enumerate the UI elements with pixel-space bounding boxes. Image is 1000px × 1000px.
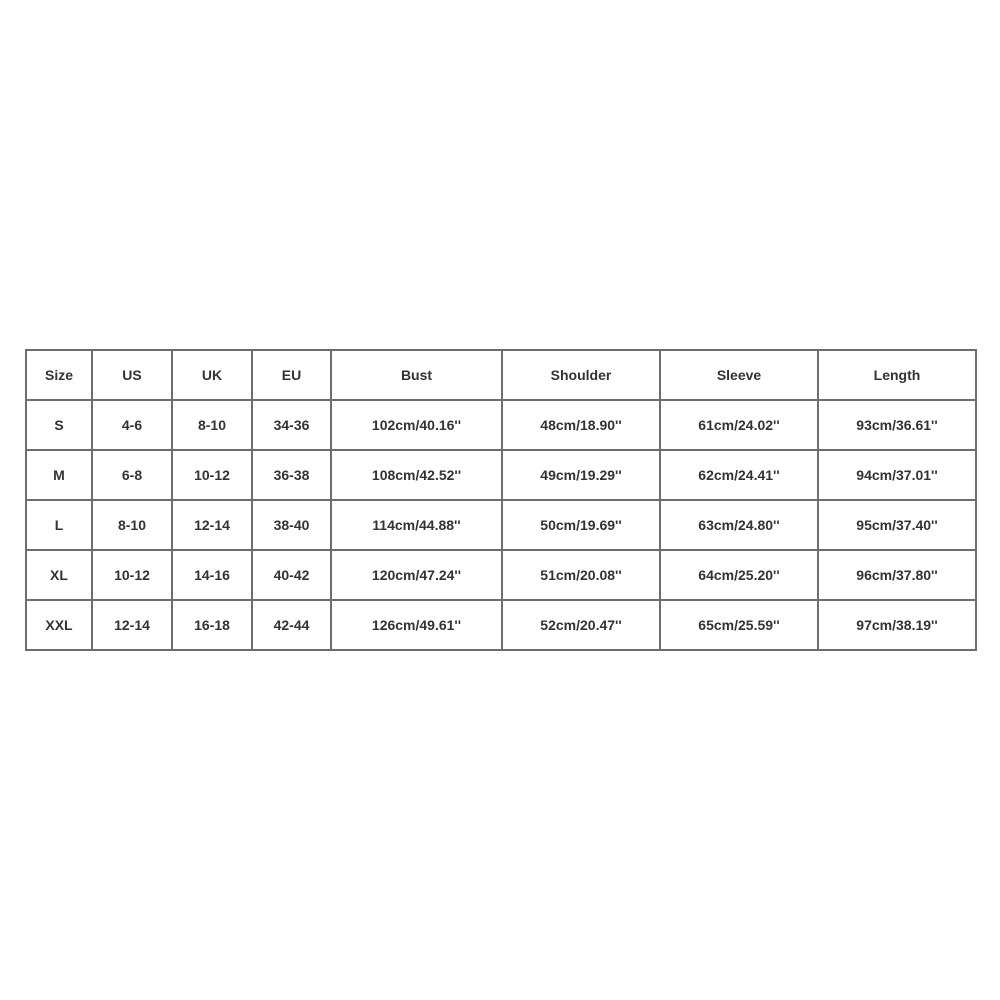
cell-length: 94cm/37.01'' (818, 450, 976, 500)
cell-uk: 14-16 (172, 550, 252, 600)
cell-sleeve: 64cm/25.20'' (660, 550, 818, 600)
table-header-row (26, 350, 976, 400)
cell-bust: 102cm/40.16'' (331, 400, 502, 450)
cell-sleeve: 63cm/24.80'' (660, 500, 818, 550)
header-uk: UK (172, 350, 252, 400)
cell-shoulder: 51cm/20.08'' (502, 550, 660, 600)
cell-size: XL (26, 550, 92, 600)
cell-shoulder: 48cm/18.90'' (502, 400, 660, 450)
table-row (26, 450, 976, 500)
cell-sleeve: 61cm/24.02'' (660, 400, 818, 450)
cell-uk: 8-10 (172, 400, 252, 450)
cell-size: XXL (26, 600, 92, 650)
table-row (26, 500, 976, 550)
table-row (26, 400, 976, 450)
cell-eu: 40-42 (252, 550, 331, 600)
cell-us: 12-14 (92, 600, 172, 650)
cell-bust: 120cm/47.24'' (331, 550, 502, 600)
cell-eu: 42-44 (252, 600, 331, 650)
cell-us: 6-8 (92, 450, 172, 500)
cell-uk: 10-12 (172, 450, 252, 500)
cell-us: 8-10 (92, 500, 172, 550)
header-size: Size (26, 350, 92, 400)
cell-us: 10-12 (92, 550, 172, 600)
cell-shoulder: 52cm/20.47'' (502, 600, 660, 650)
header-shoulder: Shoulder (502, 350, 660, 400)
cell-length: 95cm/37.40'' (818, 500, 976, 550)
cell-sleeve: 62cm/24.41'' (660, 450, 818, 500)
cell-uk: 12-14 (172, 500, 252, 550)
table-row (26, 600, 976, 650)
header-sleeve: Sleeve (660, 350, 818, 400)
cell-eu: 36-38 (252, 450, 331, 500)
header-bust: Bust (331, 350, 502, 400)
cell-sleeve: 65cm/25.59'' (660, 600, 818, 650)
cell-us: 4-6 (92, 400, 172, 450)
size-chart-table (25, 349, 977, 651)
header-us: US (92, 350, 172, 400)
cell-shoulder: 50cm/19.69'' (502, 500, 660, 550)
header-length: Length (818, 350, 976, 400)
cell-bust: 126cm/49.61'' (331, 600, 502, 650)
cell-length: 93cm/36.61'' (818, 400, 976, 450)
cell-bust: 114cm/44.88'' (331, 500, 502, 550)
table-row (26, 550, 976, 600)
cell-size: M (26, 450, 92, 500)
cell-length: 96cm/37.80'' (818, 550, 976, 600)
cell-uk: 16-18 (172, 600, 252, 650)
header-eu: EU (252, 350, 331, 400)
cell-eu: 38-40 (252, 500, 331, 550)
cell-eu: 34-36 (252, 400, 331, 450)
cell-size: S (26, 400, 92, 450)
cell-length: 97cm/38.19'' (818, 600, 976, 650)
cell-size: L (26, 500, 92, 550)
cell-shoulder: 49cm/19.29'' (502, 450, 660, 500)
cell-bust: 108cm/42.52'' (331, 450, 502, 500)
